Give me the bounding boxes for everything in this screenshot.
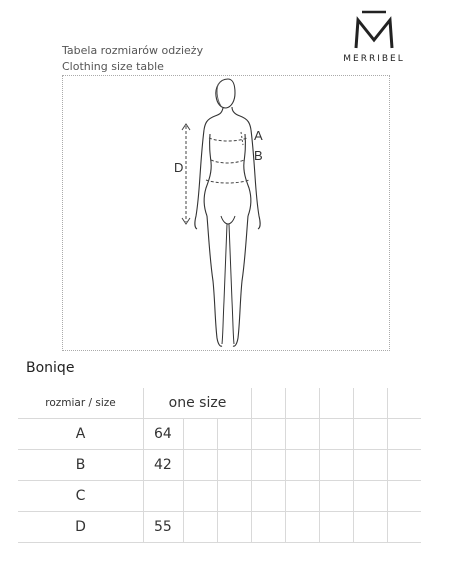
row-label: A xyxy=(18,419,144,450)
product-name: Boniqe xyxy=(26,360,75,376)
label-d: D xyxy=(174,160,184,175)
row-label: C xyxy=(18,481,144,512)
title-polish: Tabela rozmiarów odzieży xyxy=(62,44,204,57)
row-value xyxy=(144,481,184,512)
table-row xyxy=(18,512,421,543)
body-measurement-figure xyxy=(165,76,285,351)
row-value: 55 xyxy=(144,512,184,543)
title-english: Clothing size table xyxy=(62,60,164,73)
table-row xyxy=(18,450,421,481)
measure-line-hip xyxy=(206,180,249,183)
brand-logo xyxy=(318,8,430,70)
row-label: B xyxy=(18,450,144,481)
measure-line-a xyxy=(209,138,247,141)
brand-name: MERRIBEL xyxy=(343,54,405,64)
size-table xyxy=(18,388,421,543)
table-row xyxy=(18,419,421,450)
measure-line-b xyxy=(211,160,244,163)
merribel-monogram-icon xyxy=(340,10,408,54)
row-value: 64 xyxy=(144,419,184,450)
size-header-one-size: one size xyxy=(144,388,252,419)
size-table-header-row xyxy=(18,388,421,419)
label-a: A xyxy=(254,128,263,143)
row-label: D xyxy=(18,512,144,543)
row-value: 42 xyxy=(144,450,184,481)
label-b: B xyxy=(254,148,263,163)
size-header-label: rozmiar / size xyxy=(18,388,144,419)
table-row xyxy=(18,481,421,512)
